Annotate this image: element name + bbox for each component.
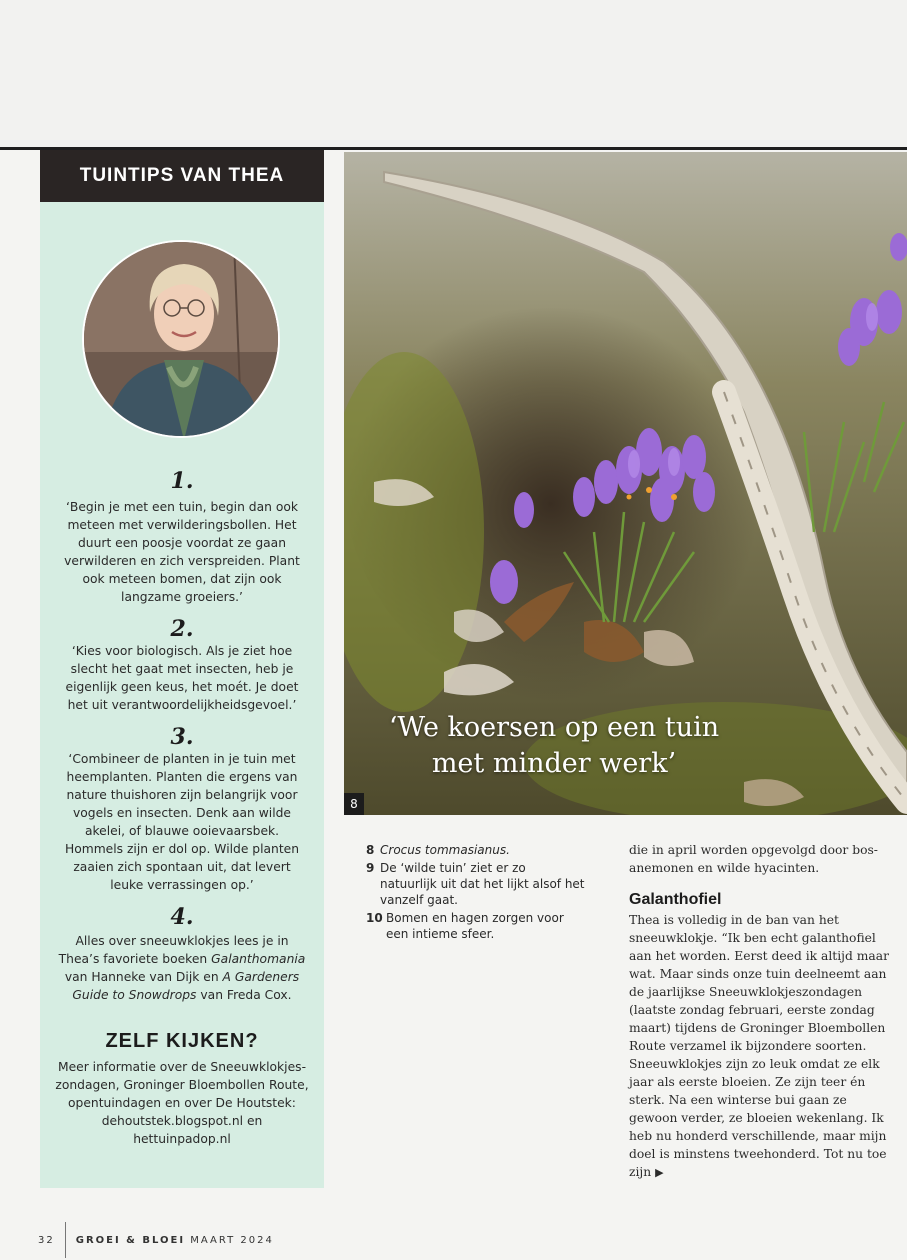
- caption-9: [366, 860, 586, 908]
- caption-10: [366, 910, 586, 942]
- tip-2-number: 2.: [170, 616, 194, 642]
- book-title-galanthomania: Galanthomania: [211, 952, 306, 966]
- pull-quote-line-2: met minder werk’: [431, 748, 677, 779]
- tips-sidebar: [40, 150, 324, 1188]
- issue-date: MAART 2024: [190, 1234, 274, 1246]
- tip-4-number: 4.: [170, 904, 194, 930]
- crocus-photo: [344, 152, 907, 815]
- zelf-kijken-text: Meer informatie over de Sneeuwklokjes-zondagen, Groninger Bloembollen Route, opentuindagen en over De Houtstek: dehoutstek.blogspot.nl en hettuinpadop.nl: [55, 1060, 309, 1146]
- tip-3-text: ‘Combineer de planten in je tuin met heemplanten. Planten die ergens van nature thuishoren zijn belangrijk voor vogels en insecten. Denk aan wilde akelei, of blauwe ooievaarsbek. Hommels zijn er dol op. Wilde planten zaaien zich spontaan uit, dat levert leuke verrassingen op.’: [64, 752, 300, 892]
- photo-number: 8: [344, 793, 364, 815]
- tip-1-text: ‘Begin je met een tuin, begin dan ook meteen met verwilderingsbollen. Het duurt een poosje voordat ze gaan verwilderen en zich verspreiden. Plant ook meteen bomen, dat zijn ook langzame groeiers.’: [64, 500, 300, 604]
- caption-text: Crocus tommasianus.: [380, 843, 510, 857]
- tip-3-number: 3.: [170, 724, 194, 750]
- top-margin: [0, 0, 907, 147]
- intro-paragraph: die in april worden opgevolgd door bos-anemonen en wilde hyacinten.: [629, 843, 878, 875]
- caption-number: 8: [366, 843, 375, 857]
- section-heading: Galanthofiel: [629, 891, 722, 908]
- caption-text: De ‘wilde tuin’ ziet er zo natuurlijk uit dat het lijkt alsof het vanzelf gaat.: [380, 861, 585, 907]
- sidebar-header: TUINTIPS VAN THEA: [40, 150, 324, 202]
- article-body: [629, 841, 891, 1182]
- caption-8: [366, 842, 586, 858]
- caption-number: 10: [366, 911, 383, 925]
- pull-quote-line-1: ‘We koersen op een tuin: [388, 712, 720, 743]
- caption-number: 9: [366, 861, 375, 875]
- caption-text: Bomen en hagen zorgen voor een intieme sfeer.: [386, 911, 564, 941]
- magazine-name: GROEI & BLOEI: [75, 1234, 186, 1246]
- page-number: 32: [38, 1234, 55, 1246]
- tip-4-text: Alles over sneeuwklokjes lees je in Thea’s favoriete boeken Galanthomania van Hanneke van Dijk en A Gardeners Guide to Snowdrops van Freda Cox.: [58, 934, 306, 1002]
- tip-1-number: 1.: [170, 468, 194, 494]
- body-paragraph: Thea is volledig in de ban van het sneeuwklokje. “Ik ben echt galanthofiel aan het worden. Eerst deed ik altijd maar wat. Maar sinds onze tuin deelneemt aan de jaarlijkse Sneeuwklokjeszondagen (laatste zondag februari, eerste zondag maart) tijdens de Groninger Bloembollen Route verzamel ik bijzondere soorten. Sneeuwklokjes zijn zo leuk omdat ze elk jaar als eerste bloeien. Ze zijn teer én sterk. Na een winterse bui gaan ze gewoon verder, ze bloeien wekenlang. Ik heb nu honderd verschillende, maar mijn doel is minstens tweehonderd. Tot nu toe zijn ▶: [629, 913, 889, 1179]
- page-footer: [38, 1222, 274, 1258]
- zelf-kijken-title: ZELF KIJKEN?: [105, 1030, 259, 1052]
- captions: [366, 842, 586, 944]
- portrait-illustration: [84, 242, 280, 438]
- tip-2-text: ‘Kies voor biologisch. Als je ziet hoe slecht het gaat met insecten, heb je eigenlijk geen keus, het moét. Je doet het uit verantwoordelijkheidsgevoel.’: [65, 644, 299, 712]
- footer-divider: [65, 1222, 66, 1258]
- book-title-gardeners-guide: A Gardeners Guide to Snowdrops: [72, 970, 300, 1002]
- continue-arrow-icon: ▶: [655, 1166, 664, 1179]
- pull-quote: [344, 710, 764, 782]
- thea-portrait: [82, 240, 280, 438]
